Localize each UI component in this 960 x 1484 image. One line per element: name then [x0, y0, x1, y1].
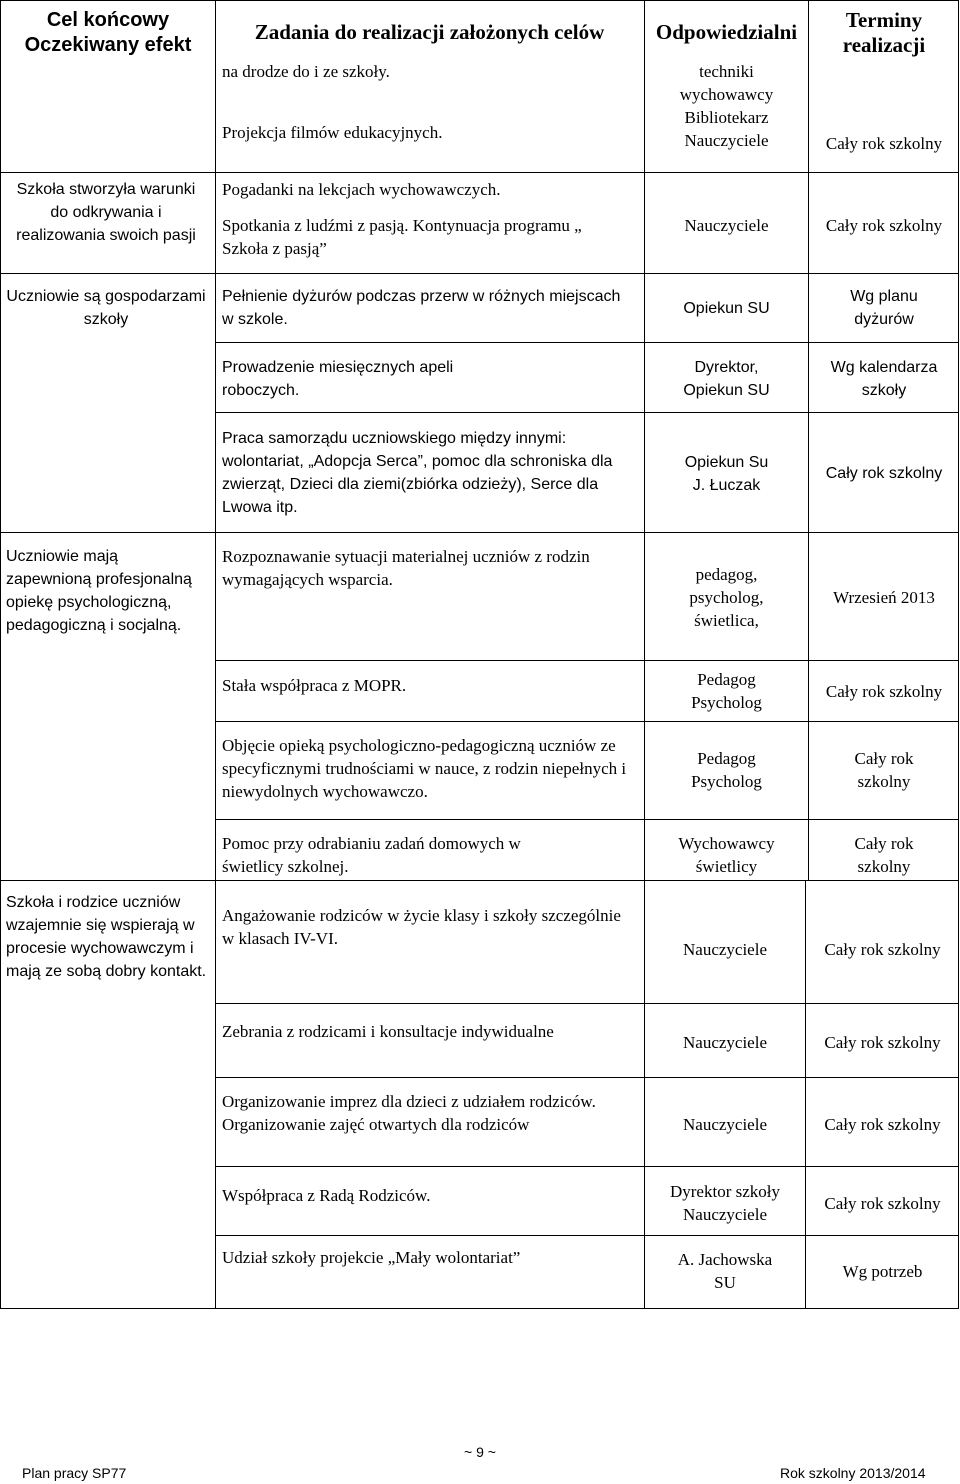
task-text: Spotkania z ludźmi z pasją. Kontynuacja programu „ Szkoła z pasją”	[222, 216, 582, 258]
responsible-text: Nauczyciele	[683, 1115, 767, 1134]
responsible-text: Wychowawcy świetlicy	[678, 834, 775, 876]
task-text: Pogadanki na lekcjach wychowawczych.	[222, 180, 501, 199]
goal-text: Szkoła i rodzice uczniów wzajemnie się wspierają w procesie wychowawczym i mają ze sobą dobry kontakt.	[6, 894, 207, 980]
responsible-text: techniki wychowawcy Bibliotekarz Nauczyciele	[679, 62, 774, 150]
row-divider	[0, 532, 959, 533]
term-text: Cały rok szkolny	[825, 682, 943, 701]
row-divider	[0, 880, 959, 881]
term-text: Wg potrzeb	[842, 1262, 923, 1281]
responsible-text: Opiekun SU	[683, 300, 770, 317]
task-text: Praca samorządu uczniowskiego między innymi: wolontariat, „Adopcja Serca”, pomoc dla schroniska dla zwierząt, Dzieci dla ziemi(zbiórka odzieży), Serce dla Lwowa itp.	[222, 430, 613, 516]
term-text: Cały rok szkolny	[824, 1194, 941, 1213]
responsible-text: Nauczyciele	[683, 1033, 767, 1052]
responsible-text: Pedagog Psycholog	[691, 670, 762, 712]
row-divider	[0, 273, 959, 274]
term-text: Cały rok szkolny	[825, 216, 943, 235]
row-divider	[215, 819, 959, 820]
term-text: Cały rok szkolny	[824, 1115, 941, 1134]
responsible-text: Nauczyciele	[684, 216, 769, 235]
footer-left: Plan pracy SP77	[22, 1465, 127, 1481]
row-divider	[0, 172, 959, 173]
task-text: Projekcja filmów edukacyjnych.	[222, 123, 443, 142]
header-terms: Terminy realizacji	[842, 8, 926, 57]
term-text: Cały rok szkolny	[854, 834, 914, 876]
responsible-text: Dyrektor szkoły Nauczyciele	[669, 1182, 780, 1224]
goal-text: Uczniowie są gospodarzami szkoły	[6, 288, 206, 328]
task-text: Zebrania z rodzicami i konsultacje indywidualne	[222, 1022, 554, 1041]
table-border-left	[0, 0, 1, 1308]
task-text: Udział szkoły projekcie „Mały wolontariat”	[222, 1248, 521, 1267]
goal-text: Uczniowie mają zapewnioną profesjonalną opiekę psychologiczną, pedagogiczną i socjalną.	[6, 548, 192, 634]
header-responsible: Odpowiedzialni	[655, 20, 798, 44]
row-divider	[215, 1235, 959, 1236]
row-divider	[215, 1166, 959, 1167]
responsible-text: pedagog, psycholog, świetlica,	[689, 565, 764, 630]
responsible-text: Pedagog Psycholog	[691, 749, 762, 791]
page-number: ~ 9 ~	[464, 1444, 496, 1460]
table-border-bottom	[0, 1308, 959, 1309]
responsible-text: Opiekun Su J. Łuczak	[684, 454, 769, 494]
row-divider	[215, 342, 959, 343]
responsible-text: Dyrektor, Opiekun SU	[683, 359, 770, 399]
header-tasks: Zadania do realizacji założonych celów	[254, 20, 605, 44]
table-border-top	[0, 0, 959, 1]
responsible-text: A. Jachowska SU	[677, 1250, 773, 1292]
responsible-text: Nauczyciele	[683, 940, 767, 959]
task-text: Angażowanie rodziców w życie klasy i szkoły szczególnie w klasach IV-VI.	[222, 906, 621, 948]
row-divider	[215, 412, 959, 413]
term-text: Wg planu dyżurów	[850, 288, 918, 328]
task-text: Stała współpraca z MOPR.	[222, 676, 407, 695]
row-divider	[215, 1003, 959, 1004]
term-text: Cały rok szkolny	[825, 134, 943, 153]
task-text: Pełnienie dyżurów podczas przerw w różnych miejscach w szkole.	[222, 288, 621, 328]
header-goal: Cel końcowy Oczekiwany efekt	[24, 9, 192, 56]
term-text: Wg kalendarza szkoły	[830, 359, 938, 399]
column-divider-1	[215, 0, 216, 1308]
term-text: Cały rok szkolny	[854, 749, 914, 791]
term-text: Cały rok szkolny	[825, 465, 943, 482]
task-text: Współpraca z Radą Rodziców.	[222, 1186, 431, 1205]
column-divider-2	[644, 0, 645, 1308]
term-text: Wrzesień 2013	[833, 588, 935, 607]
row-divider	[215, 721, 959, 722]
row-divider	[215, 1077, 959, 1078]
goal-text: Szkoła stworzyła warunki do odkrywania i realizowania swoich pasji	[16, 181, 196, 244]
task-text: Rozpoznawanie sytuacji materialnej uczniów z rodzin wymagających wsparcia.	[222, 547, 590, 589]
task-text: na drodze do i ze szkoły.	[222, 62, 390, 81]
task-text: Pomoc przy odrabianiu zadań domowych w świetlicy szkolnej.	[222, 834, 521, 876]
task-text: Prowadzenie miesięcznych apeli roboczych.	[222, 359, 454, 399]
task-text: Organizowanie imprez dla dzieci z udziałem rodziców. Organizowanie zajęć otwartych dla rodziców	[222, 1092, 596, 1134]
table-border-right	[958, 0, 959, 1308]
footer-right: Rok szkolny 2013/2014	[780, 1465, 926, 1481]
row-divider	[215, 660, 959, 661]
term-text: Cały rok szkolny	[824, 940, 941, 959]
term-text: Cały rok szkolny	[824, 1033, 941, 1052]
task-text: Objęcie opieką psychologiczno-pedagogiczną uczniów ze specyficznymi trudnościami w nauce, z rodzin niepełnych i niewydolnych wychowawczo.	[222, 736, 627, 801]
